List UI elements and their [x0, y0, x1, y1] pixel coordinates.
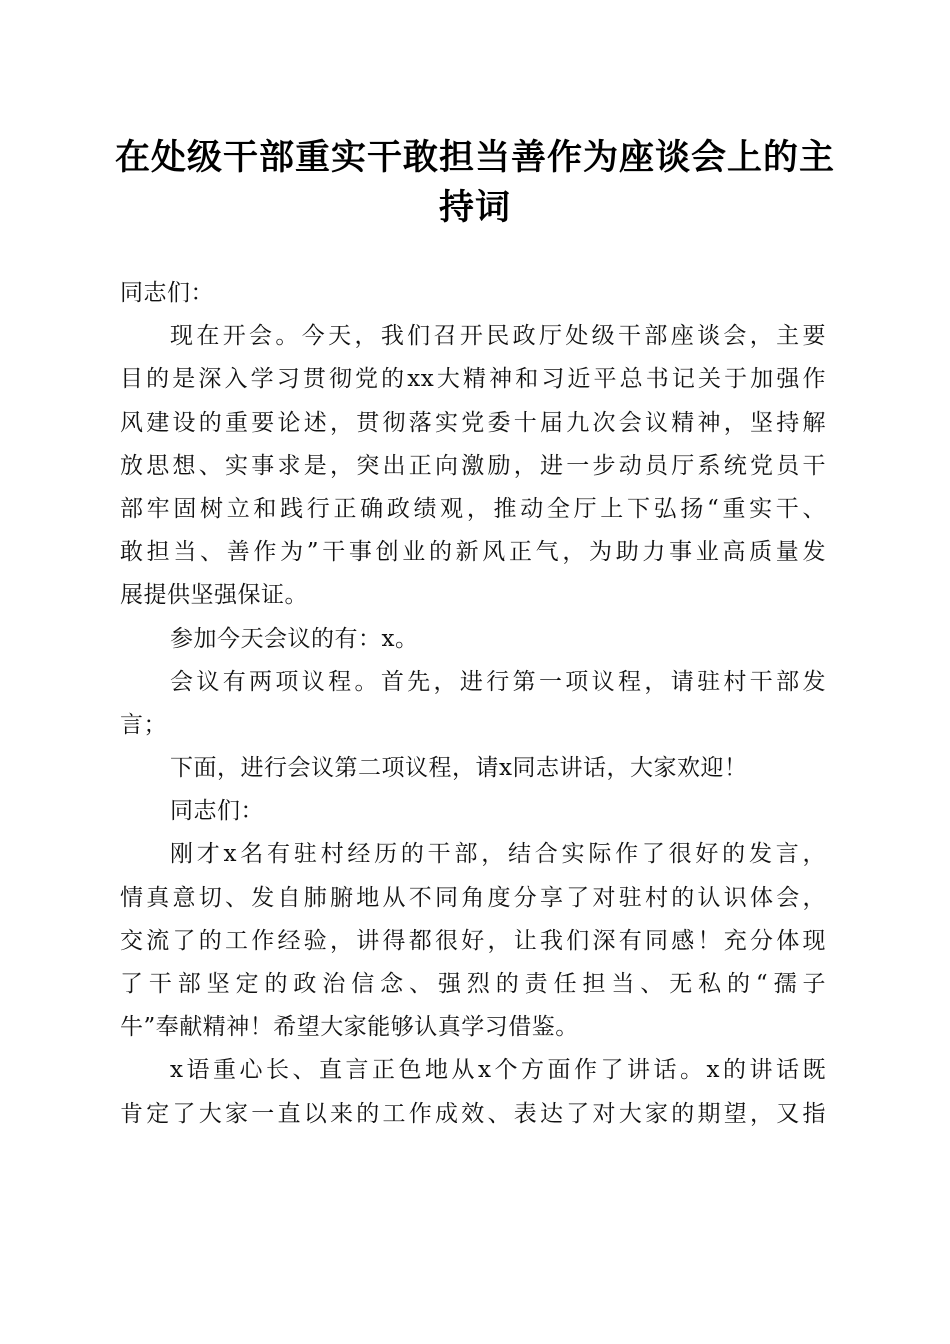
body-line: x语重心长、直言正色地从x个方面作了讲话。x的讲话既: [170, 1057, 826, 1084]
title-line-1: 在处级干部重实干敢担当善作为座谈会上的主: [114, 137, 835, 178]
body-line: 部牢固树立和践行正确政绩观，推动全厅上下弘扬“重实干、: [120, 495, 826, 522]
body-line: 展提供坚强保证。: [120, 582, 308, 609]
body-line: 风建设的重要论述，贯彻落实党委十届九次会议精神，坚持解: [120, 409, 826, 436]
body-line: 刚才x名有驻村经历的干部，结合实际作了很好的发言，: [170, 841, 826, 868]
body-line: 肯定了大家一直以来的工作成效、表达了对大家的期望，又指: [120, 1100, 826, 1127]
body-line: 目的是深入学习贯彻党的xx大精神和习近平总书记关于加强作: [120, 366, 826, 393]
body-line: 放思想、实事求是，突出正向激励，进一步动员厅系统党员干: [120, 452, 826, 479]
salutation: 同志们：: [170, 798, 264, 825]
body-line: 交流了的工作经验，讲得都很好，让我们深有同感！充分体现: [120, 927, 826, 954]
salutation: 同志们：: [120, 280, 214, 306]
body-line: 牛”奉献精神！希望大家能够认真学习借鉴。: [120, 1014, 579, 1041]
body-line: 下面，进行会议第二项议程，请x同志讲话，大家欢迎！: [170, 755, 748, 782]
body-line: 情真意切、发自肺腑地从不同角度分享了对驻村的认识体会，: [120, 884, 826, 911]
body-line: 言；: [120, 711, 167, 738]
title-line-2: 持词: [438, 187, 511, 228]
body-line: 了干部坚定的政治信念、强烈的责任担当、无私的“孺子: [120, 971, 826, 997]
body-line: 现在开会。今天，我们召开民政厅处级干部座谈会，主要: [170, 323, 826, 350]
body-line: 参加今天会议的有：x。: [170, 625, 419, 652]
document-body: [120, 272, 826, 1136]
body-line: 会议有两项议程。首先，进行第一项议程，请驻村干部发: [170, 668, 826, 695]
document-title: [110, 133, 840, 233]
body-line: 敢担当、善作为”干事创业的新风正气，为助力事业高质量发: [120, 539, 826, 566]
